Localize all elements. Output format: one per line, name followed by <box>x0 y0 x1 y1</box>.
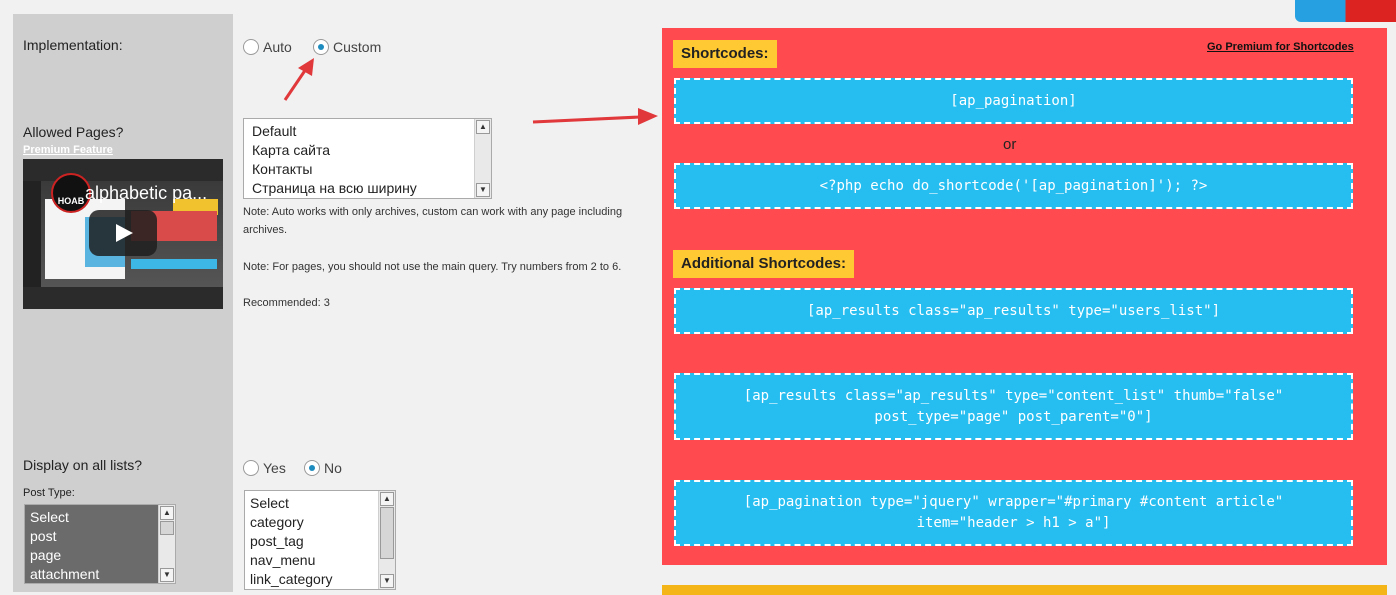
list-item[interactable]: post <box>30 528 57 544</box>
arrow-to-custom-icon <box>285 58 314 100</box>
premium-feature-link[interactable]: Premium Feature <box>23 144 113 156</box>
implementation-label: Implementation: <box>23 37 123 53</box>
post-type-label: Post Type: <box>23 487 75 499</box>
list-item[interactable]: Select <box>30 509 69 525</box>
radio-custom-label: Custom <box>333 39 382 55</box>
note-auto-custom: Note: Auto works with only archives, custom can work with any page including archives. <box>243 206 623 236</box>
or-separator: or <box>1003 136 1017 153</box>
arrow-to-panel-icon <box>533 108 658 125</box>
list-item[interactable]: page <box>30 547 62 563</box>
shortcode-pagination-jquery[interactable]: [ap_pagination type="jquery" wrapper="#primary #content article" item="header > h1 > a"] <box>674 480 1353 546</box>
additional-shortcodes-heading: Additional Shortcodes: <box>673 250 854 278</box>
shortcodes-heading: Shortcodes: <box>673 40 777 68</box>
shortcode-results-users[interactable]: [ap_results class="ap_results" type="users_list"] <box>674 288 1353 334</box>
shortcode-php[interactable]: <?php echo do_shortcode('[ap_pagination]'); ?> <box>674 163 1353 209</box>
note-recommended: Recommended: 3 <box>243 297 330 309</box>
video-title: alphabetic pa... <box>85 183 208 203</box>
list-item[interactable]: Select <box>250 495 289 511</box>
list-item[interactable]: category <box>250 514 304 530</box>
scroll-up-icon[interactable]: ▲ <box>476 120 490 134</box>
allowed-pages-label: Allowed Pages? <box>23 124 124 140</box>
go-premium-link[interactable]: Go Premium for Shortcodes <box>1207 41 1354 53</box>
list-item[interactable]: nav_menu <box>250 552 316 568</box>
list-item[interactable]: post_tag <box>250 533 304 549</box>
radio-no-label: No <box>324 460 342 476</box>
list-item[interactable]: Контакты <box>252 161 313 177</box>
channel-logo: HOAB <box>51 173 91 213</box>
shortcode-pagination[interactable]: [ap_pagination] <box>674 78 1353 124</box>
list-item[interactable]: attachment <box>30 566 100 582</box>
list-item[interactable]: Карта сайта <box>252 142 330 158</box>
display-all-lists-label: Display on all lists? <box>23 457 143 473</box>
scroll-down-icon[interactable]: ▼ <box>380 574 394 588</box>
scroll-down-icon[interactable]: ▼ <box>476 183 490 197</box>
note-main-query: Note: For pages, you should not use the main query. Try numbers from 2 to 6. <box>243 261 622 273</box>
radio-yes-label: Yes <box>263 460 286 476</box>
shortcode-results-content[interactable]: [ap_results class="ap_results" type="content_list" thumb="false" post_type="page" post_parent="0"] <box>674 373 1353 440</box>
list-item[interactable]: Default <box>252 123 297 139</box>
scroll-up-icon[interactable]: ▲ <box>380 492 394 506</box>
scroll-up-icon[interactable]: ▲ <box>160 506 174 520</box>
scroll-down-icon[interactable]: ▼ <box>160 568 174 582</box>
list-item[interactable]: Страница на всю ширину <box>252 180 417 196</box>
radio-auto-label: Auto <box>263 39 292 55</box>
list-item[interactable]: link_category <box>250 571 333 587</box>
